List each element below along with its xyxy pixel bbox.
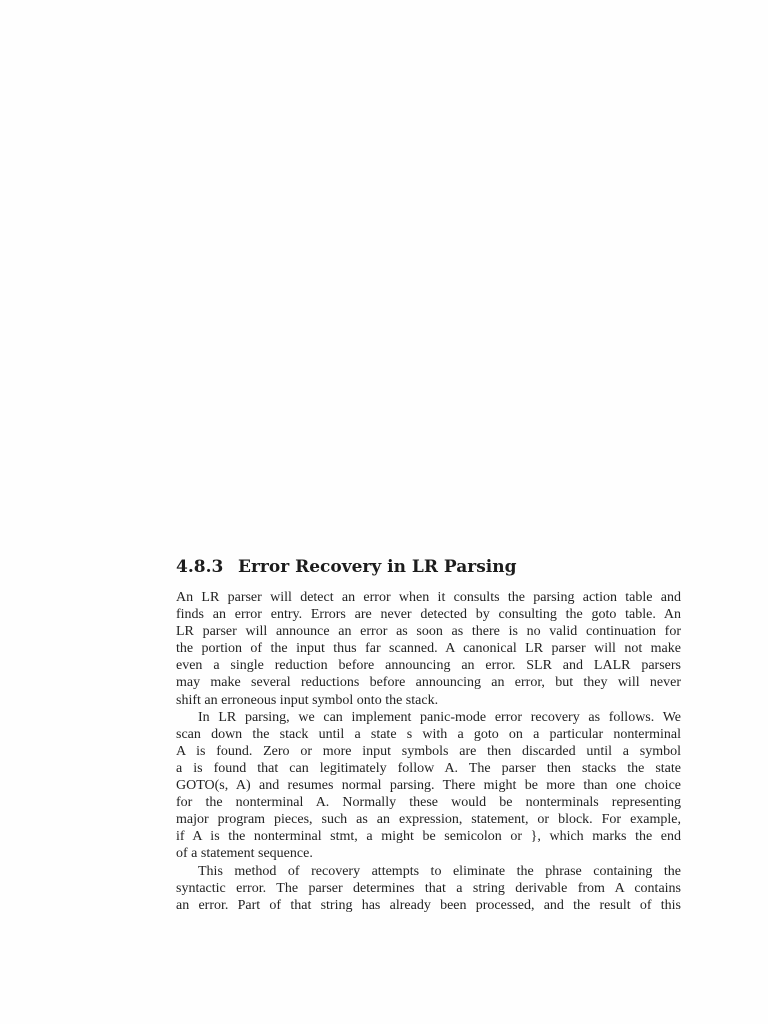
text-line: syntactic error. The parser determines that a string derivable from A contains <box>176 880 681 896</box>
text-line: In LR parsing, we can implement panic-mode error recovery as follows. We <box>198 709 681 725</box>
text-line: A is found. Zero or more input symbols are then discarded until a symbol <box>176 743 681 759</box>
text-line: even a single reduction before announcing an error. SLR and LALR parsers <box>176 658 681 674</box>
text-line: the portion of the input thus far scanned. A canonical LR parser will not make <box>176 641 681 657</box>
text-line: major program pieces, such as an expression, statement, or block. For example, <box>176 812 681 828</box>
text-line: scan down the stack until a state s with a goto on a particular nonterminal <box>176 726 681 742</box>
paragraph-3 <box>176 863 681 914</box>
section-title: Error Recovery in LR Parsing <box>238 557 517 577</box>
text-line: of a statement sequence. <box>176 846 313 862</box>
section-heading <box>176 557 696 577</box>
text-line: if A is the nonterminal stmt, a might be semicolon or }, which marks the end <box>176 829 681 845</box>
text-line: An LR parser will detect an error when it consults the parsing action table and <box>176 590 681 605</box>
text-line: for the nonterminal A. Normally these would be nonterminals representing <box>176 795 681 811</box>
text-line: an error. Part of that string has already been processed, and the result of this <box>176 897 681 913</box>
text-line: finds an error entry. Errors are never detected by consulting the goto table. An <box>176 607 681 623</box>
text-line: LR parser will announce an error as soon as there is no valid continuation for <box>176 624 681 640</box>
text-line: a is found that can legitimately follow A. The parser then stacks the state <box>176 760 681 776</box>
paragraph-1 <box>176 589 681 709</box>
paragraph-2 <box>176 709 681 863</box>
text-line: may make several reductions before announcing an error, but they will never <box>176 675 681 691</box>
text-line: shift an erroneous input symbol onto the stack. <box>176 692 439 708</box>
text-line: GOTO(s, A) and resumes normal parsing. There might be more than one choice <box>176 778 681 794</box>
section-number: 4.8.3 <box>176 557 224 577</box>
body-text <box>176 589 681 914</box>
text-line: This method of recovery attempts to eliminate the phrase containing the <box>198 863 681 879</box>
